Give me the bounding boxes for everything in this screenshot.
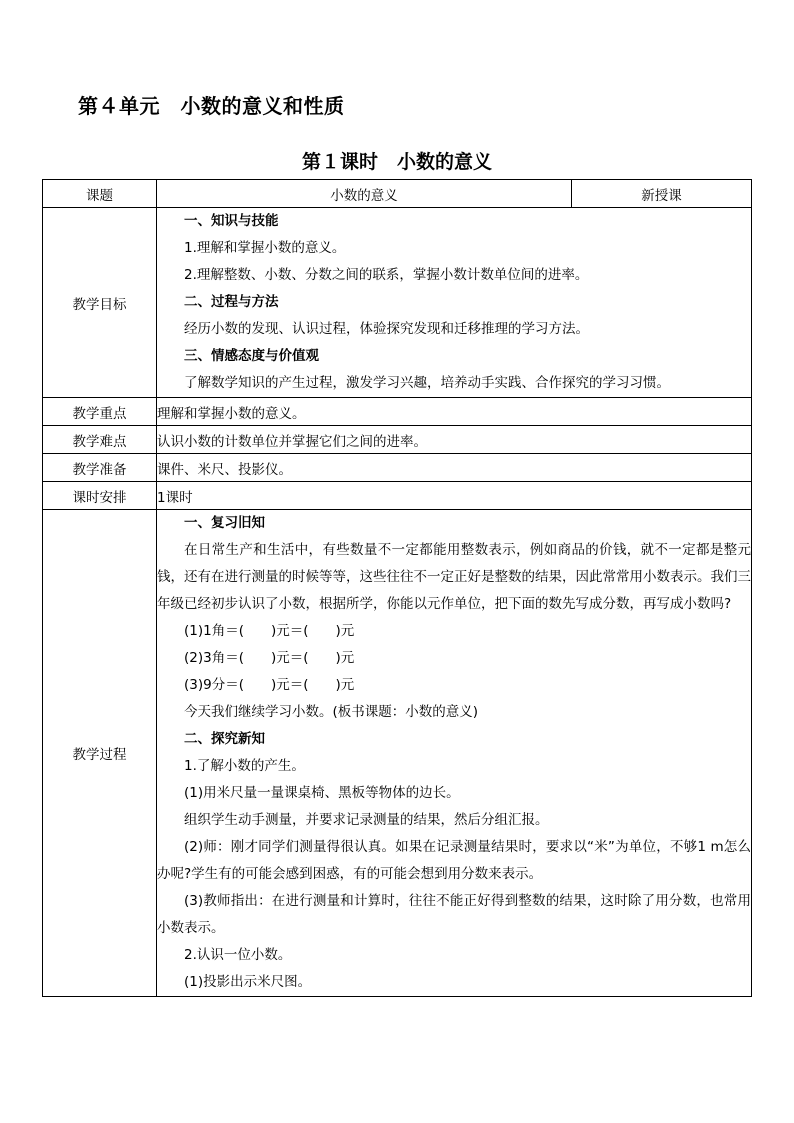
key-points-value: 理解和掌握小数的意义。 bbox=[157, 398, 752, 426]
preparation-value: 课件、米尺、投影仪。 bbox=[157, 454, 752, 482]
topic-label: 课题 bbox=[43, 180, 157, 208]
objectives-label: 教学目标 bbox=[43, 208, 157, 398]
lesson-plan-table bbox=[42, 179, 752, 997]
topic-value: 小数的意义 bbox=[157, 180, 572, 208]
lesson-type: 新授课 bbox=[572, 180, 752, 208]
key-points-label: 教学重点 bbox=[43, 398, 157, 426]
process-label: 教学过程 bbox=[43, 510, 157, 997]
today-line: 今天我们继续学习小数。(板书课题：小数的意义) bbox=[184, 704, 479, 720]
preparation-row bbox=[43, 454, 752, 482]
step-item: 1.了解小数的产生。 bbox=[184, 758, 305, 774]
difficulties-value: 认识小数的计数单位并掌握它们之间的进率。 bbox=[157, 426, 752, 454]
exercise-item: (3)9分＝( )元＝( )元 bbox=[184, 677, 355, 693]
exercise-item: (1)1角＝( )元＝( )元 bbox=[184, 623, 355, 639]
topic-row bbox=[43, 180, 752, 208]
objectives-content bbox=[157, 208, 752, 398]
key-points-row bbox=[43, 398, 752, 426]
objective-item: 2.理解整数、小数、分数之间的联系，掌握小数计数单位间的进率。 bbox=[184, 267, 589, 283]
objective-heading-process: 二、过程与方法 bbox=[184, 294, 279, 310]
step-paragraph: (2)师：刚才同学们测量得很认真。如果在记录测量结果时，要求以“米”为单位，不够1 m怎么办呢?学生有的可能会感到困惑，有的可能会想到用分数来表示。 bbox=[157, 839, 751, 882]
lesson-title: 第１课时 小数的意义 bbox=[301, 151, 492, 173]
difficulties-row bbox=[43, 426, 752, 454]
process-row bbox=[43, 510, 752, 997]
step-item: (1)投影出示米尺图。 bbox=[184, 974, 312, 990]
schedule-label: 课时安排 bbox=[43, 482, 157, 510]
exercise-item: (2)3角＝( )元＝( )元 bbox=[184, 650, 355, 666]
step-paragraph: (3)教师指出：在进行测量和计算时，往往不能正好得到整数的结果，这时除了用分数，也常用小数表示。 bbox=[157, 893, 751, 936]
schedule-value: 1课时 bbox=[157, 482, 752, 510]
objective-item: 1.理解和掌握小数的意义。 bbox=[184, 240, 346, 256]
schedule-row bbox=[43, 482, 752, 510]
unit-title: 第４单元 小数的意义和性质 bbox=[78, 94, 345, 118]
step-item: (1)用米尺量一量课桌椅、黑板等物体的边长。 bbox=[184, 785, 460, 801]
review-heading: 一、复习旧知 bbox=[184, 515, 265, 531]
organize-line: 组织学生动手测量，并要求记录测量的结果，然后分组汇报。 bbox=[184, 812, 549, 828]
objective-heading-attitude: 三、情感态度与价值观 bbox=[184, 348, 319, 364]
objectives-row bbox=[43, 208, 752, 398]
difficulties-label: 教学难点 bbox=[43, 426, 157, 454]
objective-heading-knowledge: 一、知识与技能 bbox=[184, 213, 279, 229]
objective-item: 经历小数的发现、认识过程，体验探究发现和迁移推理的学习方法。 bbox=[184, 321, 589, 337]
explore-heading: 二、探究新知 bbox=[184, 731, 265, 747]
review-paragraph: 在日常生产和生活中，有些数量不一定都能用整数表示，例如商品的价钱，就不一定都是整元钱，还有在进行测量的时候等等，这些往往不一定正好是整数的结果，因此常常用小数表示。我们三年级已经初步认识了小数，根据所学，你能以元作单位，把下面的数先写成分数，再写成小数吗? bbox=[157, 542, 751, 612]
step-item: 2.认识一位小数。 bbox=[184, 947, 292, 963]
preparation-label: 教学准备 bbox=[43, 454, 157, 482]
process-content bbox=[157, 510, 752, 997]
objective-item: 了解数学知识的产生过程，激发学习兴趣，培养动手实践、合作探究的学习习惯。 bbox=[184, 375, 670, 391]
